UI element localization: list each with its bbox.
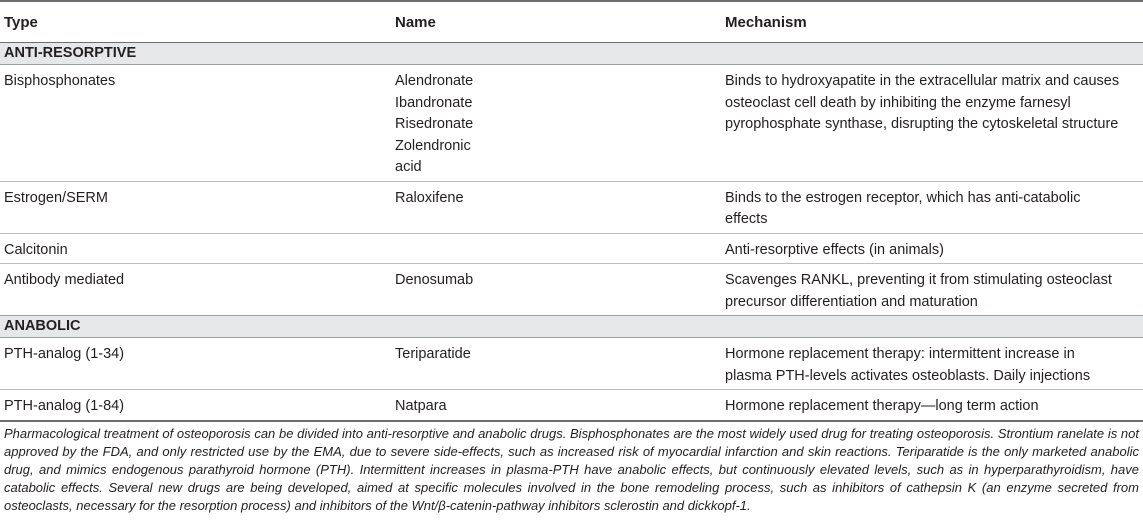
table-footnote: Pharmacological treatment of osteoporosis can be divided into anti-resorptive and anabolic drugs. Bisphosphonates are the most widely used drug for treating osteoporosis. Strontium ranelate is not approved by the FDA, and only restricted use by the EMA, due to severe side-effects, such as increased risk of myocardial infarction and skin reactions. Teriparatide is the only marketed anabolic drug, and mimics endogenous parathyroid hormone (PTH). Intermittent increases in plasma-PTH have anabolic effects, but continuously elevated levels, such as in hyperparathyroidism, have catabolic effects. Several new drugs are being developed, aimed at specific molecules involved in the bone remodeling process, such as inhibitors of cathepsin K (an enzyme secreted from osteoclasts, necessary for the resorption process) and inhibitors of the Wnt/β-catenin-pathway inhibitors sclerostin and dickkopf-1. xyxy=(4,425,1139,513)
section-label: ANTI-RESORPTIVE xyxy=(0,43,1143,65)
cell-mechanism xyxy=(721,264,1143,316)
cell-name xyxy=(391,233,721,264)
cell-type: PTH-analog (1-34) xyxy=(0,338,391,390)
cell-mechanism xyxy=(721,181,1143,233)
cell-name xyxy=(391,65,721,182)
drug-name-line: Risedronate xyxy=(395,116,474,132)
table-row xyxy=(0,65,1143,182)
mechanism-line: Anti-resorptive effects (in animals) xyxy=(725,241,944,258)
header-name: Name xyxy=(391,1,721,43)
cell-mechanism xyxy=(721,390,1143,421)
cell-mechanism xyxy=(721,338,1143,390)
drug-name-line: Raloxifene xyxy=(395,189,464,206)
cell-mechanism xyxy=(721,65,1143,182)
section-label: ANABOLIC xyxy=(0,316,1143,338)
table-row xyxy=(0,181,1143,233)
mechanism-line: Binds to the estrogen receptor, which has anti-catabolic xyxy=(725,189,1081,206)
drug-name-line: Natpara xyxy=(395,398,447,414)
drug-name-line: acid xyxy=(395,159,422,175)
mechanism-line: Scavenges RANKL, preventing it from stimulating osteoclast xyxy=(725,272,1112,288)
table-row xyxy=(0,233,1143,264)
table-row xyxy=(0,338,1143,390)
cell-name xyxy=(391,338,721,390)
cell-type: Estrogen/SERM xyxy=(0,181,391,233)
table-row xyxy=(0,390,1143,421)
section-row xyxy=(0,316,1143,338)
mechanism-line: osteoclast cell death by inhibiting the enzyme farnesyl xyxy=(725,94,1071,111)
drug-name-line: Ibandronate xyxy=(395,94,473,111)
cell-mechanism xyxy=(721,233,1143,264)
cell-name xyxy=(391,390,721,421)
header-mechanism: Mechanism xyxy=(721,1,1143,43)
mechanism-line: pyrophosphate synthase, disrupting the cytoskeletal structure xyxy=(725,116,1119,132)
table-body xyxy=(0,43,1143,421)
mechanism-line: Hormone replacement therapy—long term action xyxy=(725,398,1039,414)
mechanism-line: plasma PTH-levels activates osteoblasts. Daily injections xyxy=(725,367,1091,384)
drug-name-line: Denosumab xyxy=(395,272,474,288)
mechanism-line: Hormone replacement therapy: intermittent increase in xyxy=(725,346,1075,362)
cell-name xyxy=(391,181,721,233)
header-type: Type xyxy=(0,1,391,43)
mechanism-line: Binds to hydroxyapatite in the extracellular matrix and causes xyxy=(725,73,1120,89)
cell-name xyxy=(391,264,721,316)
section-row xyxy=(0,43,1143,65)
cell-type: Bisphosphonates xyxy=(0,65,391,182)
mechanism-line: effects xyxy=(725,211,768,227)
cell-type: PTH-analog (1-84) xyxy=(0,390,391,421)
cell-type: Antibody mediated xyxy=(4,272,125,288)
drug-name-line: Alendronate xyxy=(395,73,474,89)
cell-type: Calcitonin xyxy=(0,233,391,264)
header-row xyxy=(0,1,1143,43)
table-row xyxy=(0,264,1143,316)
mechanism-line: precursor differentiation and maturation xyxy=(725,293,978,310)
drug-name-line: Teriparatide xyxy=(395,346,471,362)
drug-name-line: Zolendronic xyxy=(395,137,471,154)
